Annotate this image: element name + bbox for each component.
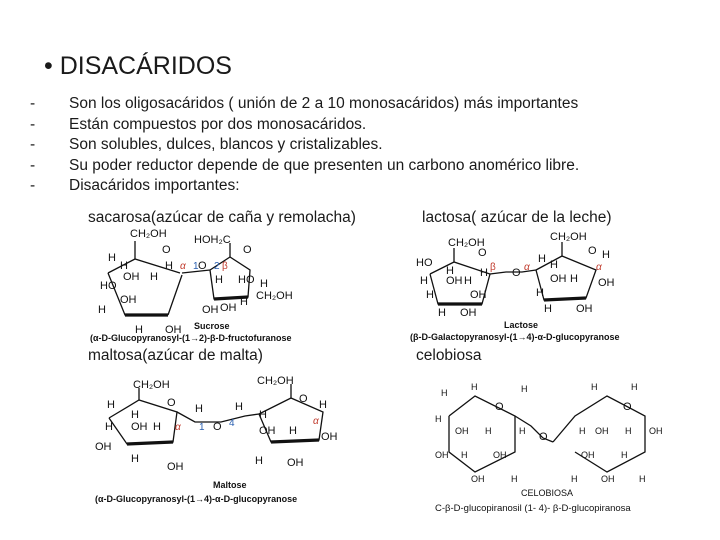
cellobiose-systematic-name: C-β-D-glucopiranosil (1- 4)- β-D-glucopiranosa	[435, 503, 631, 514]
lactose-oh-label: OH	[598, 277, 615, 289]
maltose-name: Maltose	[213, 480, 247, 490]
cellobiose-oh-label: OH	[471, 474, 485, 484]
maltose-oh-label: OH	[321, 431, 338, 443]
cellobiose-o-label: O	[495, 401, 504, 413]
cellobiose-h-label: H	[441, 388, 448, 398]
bullet-dash: -	[30, 95, 36, 112]
bullet-text: Están compuestos por dos monosacáridos.	[69, 115, 367, 133]
lactose-h-label: H	[550, 259, 558, 271]
maltose-oh-label: OH	[167, 461, 184, 473]
lactose-alpha-label: α	[524, 262, 530, 273]
bullet-dash: -	[30, 115, 36, 133]
sucrose-h-label: H	[215, 274, 223, 286]
lactose-oh-label: OH	[550, 273, 567, 285]
bullet-dash: -	[30, 177, 36, 194]
maltose-ch2oh-label: CH₂OH	[257, 375, 294, 387]
sucrose-ho-label: HO	[238, 274, 255, 286]
maltose-h-label: H	[195, 403, 203, 415]
sucrose-h-label: H	[120, 260, 128, 272]
lactose-o-label: O	[588, 245, 597, 257]
sucrose-ho-label: HO	[100, 280, 117, 292]
cellobiose-o-label: O	[539, 431, 548, 443]
sucrose-bond-number: 2	[214, 261, 220, 272]
cellobiose-h-label: H	[579, 426, 586, 436]
sucrose-systematic-name: (α-D-Glucopyranosyl-(1→2)-β-D-fructofuranose	[90, 333, 292, 343]
lactose-h-label: H	[420, 275, 428, 287]
maltose-o-label: O	[213, 421, 222, 433]
maltose-h-label: H	[131, 409, 139, 421]
sucrose-h-label: H	[240, 296, 248, 308]
sucrose-oh-label: OH	[220, 302, 237, 314]
sucrose-h-label: H	[150, 271, 158, 283]
maltose-alpha-label: α	[175, 422, 181, 433]
lactose-h-label: H	[446, 265, 454, 277]
lactose-h-label: H	[480, 267, 488, 279]
cellobiose-oh-label: OH	[581, 450, 595, 460]
cellobiose-h-label: H	[621, 450, 628, 460]
lactose-h-label: H	[602, 249, 610, 261]
lactose-ho-label: HO	[416, 257, 433, 269]
bullet-text: Su poder reductor depende de que presenten un carbono anomérico libre.	[69, 156, 580, 174]
lactose-h-label: H	[464, 275, 472, 287]
maltose-h-label: H	[131, 453, 139, 465]
lactose-name: Lactose	[504, 320, 539, 330]
lactose-beta-label: β	[490, 262, 496, 273]
sucrose-name: Sucrose	[194, 321, 230, 331]
sucrose-h-label: H	[135, 324, 143, 336]
sucrose-ch2oh-label: CH₂OH	[256, 290, 293, 302]
sucrose-bond-number: 1	[193, 261, 199, 272]
lactose-o-label: O	[512, 267, 521, 279]
lactose-h-label: H	[538, 253, 546, 265]
lactose-h-label: H	[544, 303, 552, 315]
caption-celobiosa: celobiosa	[416, 347, 482, 364]
bullet-dash: -	[30, 156, 36, 174]
lactose-oh-label: OH	[470, 289, 487, 301]
sucrose-structure	[90, 225, 340, 345]
cellobiose-h-label: H	[591, 382, 598, 392]
maltose-h-label: H	[259, 409, 267, 421]
cellobiose-h-label: H	[631, 382, 638, 392]
maltose-oh-label: OH	[287, 457, 304, 469]
sucrose-alpha-label: α	[180, 261, 186, 272]
maltose-h-label: H	[105, 421, 113, 433]
bullet-text: Son solubles, dulces, blancos y cristalizables.	[69, 136, 383, 153]
maltose-o-label: O	[299, 393, 308, 405]
sucrose-h-label: H	[98, 304, 106, 316]
maltose-oh-label: OH	[131, 421, 148, 433]
cellobiose-h-label: H	[639, 474, 646, 484]
lactose-ch2oh-label: CH₂OH	[550, 231, 587, 243]
bullet-text: Disacáridos importantes:	[69, 177, 240, 194]
cellobiose-h-label: H	[485, 426, 492, 436]
lactose-oh-label: OH	[446, 275, 463, 287]
lactose-alpha-label: α	[596, 262, 602, 273]
slide-title: • DISACÁRIDOS	[44, 52, 232, 80]
cellobiose-oh-label: OH	[493, 450, 507, 460]
cellobiose-h-label: H	[625, 426, 632, 436]
bullet-text: Son los oligosacáridos ( unión de 2 a 10 monosacáridos) más importantes	[69, 95, 579, 112]
sucrose-h-label: H	[260, 278, 268, 290]
maltose-h-label: H	[107, 399, 115, 411]
cellobiose-h-label: H	[461, 450, 468, 460]
maltose-h-label: H	[153, 421, 161, 433]
lactose-oh-label: OH	[460, 307, 477, 319]
lactose-h-label: H	[426, 289, 434, 301]
caption-maltosa: maltosa(azúcar de malta)	[88, 347, 263, 364]
sucrose-ch2oh-label: CH₂OH	[130, 228, 167, 240]
maltose-h-label: H	[235, 401, 243, 413]
sucrose-beta-label: β	[222, 261, 228, 272]
sucrose-o-label: O	[162, 244, 171, 256]
lactose-h-label: H	[536, 287, 544, 299]
caption-lactosa: lactosa( azúcar de la leche)	[422, 209, 612, 226]
maltose-h-label: H	[289, 425, 297, 437]
cellobiose-h-label: H	[511, 474, 518, 484]
cellobiose-oh-label: OH	[435, 450, 449, 460]
cellobiose-oh-label: OH	[455, 426, 469, 436]
cellobiose-h-label: H	[571, 474, 578, 484]
lactose-h-label: H	[438, 307, 446, 319]
sucrose-h-label: H	[108, 252, 116, 264]
cellobiose-o-label: O	[623, 401, 632, 413]
sucrose-hoh2c-label: HOH₂C	[194, 234, 231, 246]
sucrose-h-label: H	[165, 260, 173, 272]
cellobiose-h-label: H	[519, 426, 526, 436]
maltose-alpha-label: α	[313, 416, 319, 427]
sucrose-o-label: O	[243, 244, 252, 256]
sucrose-o-label: O	[198, 260, 207, 272]
caption-sacarosa: sacarosa(azúcar de caña y remolacha)	[88, 209, 356, 226]
lactose-h-label: H	[570, 273, 578, 285]
cellobiose-oh-label: OH	[649, 426, 663, 436]
cellobiose-structure	[435, 382, 665, 514]
lactose-structure	[410, 230, 660, 345]
maltose-systematic-name: (α-D-Glucopyranosyl-(1→4)-α-D-glucopyranose	[95, 494, 298, 504]
maltose-h-label: H	[255, 455, 263, 467]
sucrose-oh-label: OH	[120, 294, 137, 306]
maltose-structure	[95, 372, 345, 507]
lactose-ch2oh-label: CH₂OH	[448, 237, 485, 249]
cellobiose-oh-label: OH	[595, 426, 609, 436]
maltose-h-label: H	[319, 399, 327, 411]
cellobiose-oh-label: OH	[601, 474, 615, 484]
lactose-o-label: O	[478, 247, 487, 259]
maltose-bond-number: 4	[229, 418, 235, 429]
maltose-oh-label: OH	[95, 441, 112, 453]
maltose-bond-number: 1	[199, 422, 205, 433]
sucrose-oh-label: OH	[165, 324, 182, 336]
bullet-dash: -	[30, 136, 36, 153]
cellobiose-h-label: H	[521, 384, 528, 394]
lactose-oh-label: OH	[576, 303, 593, 315]
maltose-o-label: O	[167, 397, 176, 409]
cellobiose-name: CELOBIOSA	[521, 488, 574, 498]
lactose-systematic-name: (β-D-Galactopyranosyl-(1→4)-α-D-glucopyranose	[410, 332, 620, 342]
maltose-ch2oh-label: CH₂OH	[133, 379, 170, 391]
cellobiose-h-label: H	[471, 382, 478, 392]
sucrose-oh-label: OH	[202, 304, 219, 316]
sucrose-oh-label: OH	[123, 271, 140, 283]
maltose-oh-label: OH	[259, 425, 276, 437]
cellobiose-h-label: H	[435, 414, 442, 424]
